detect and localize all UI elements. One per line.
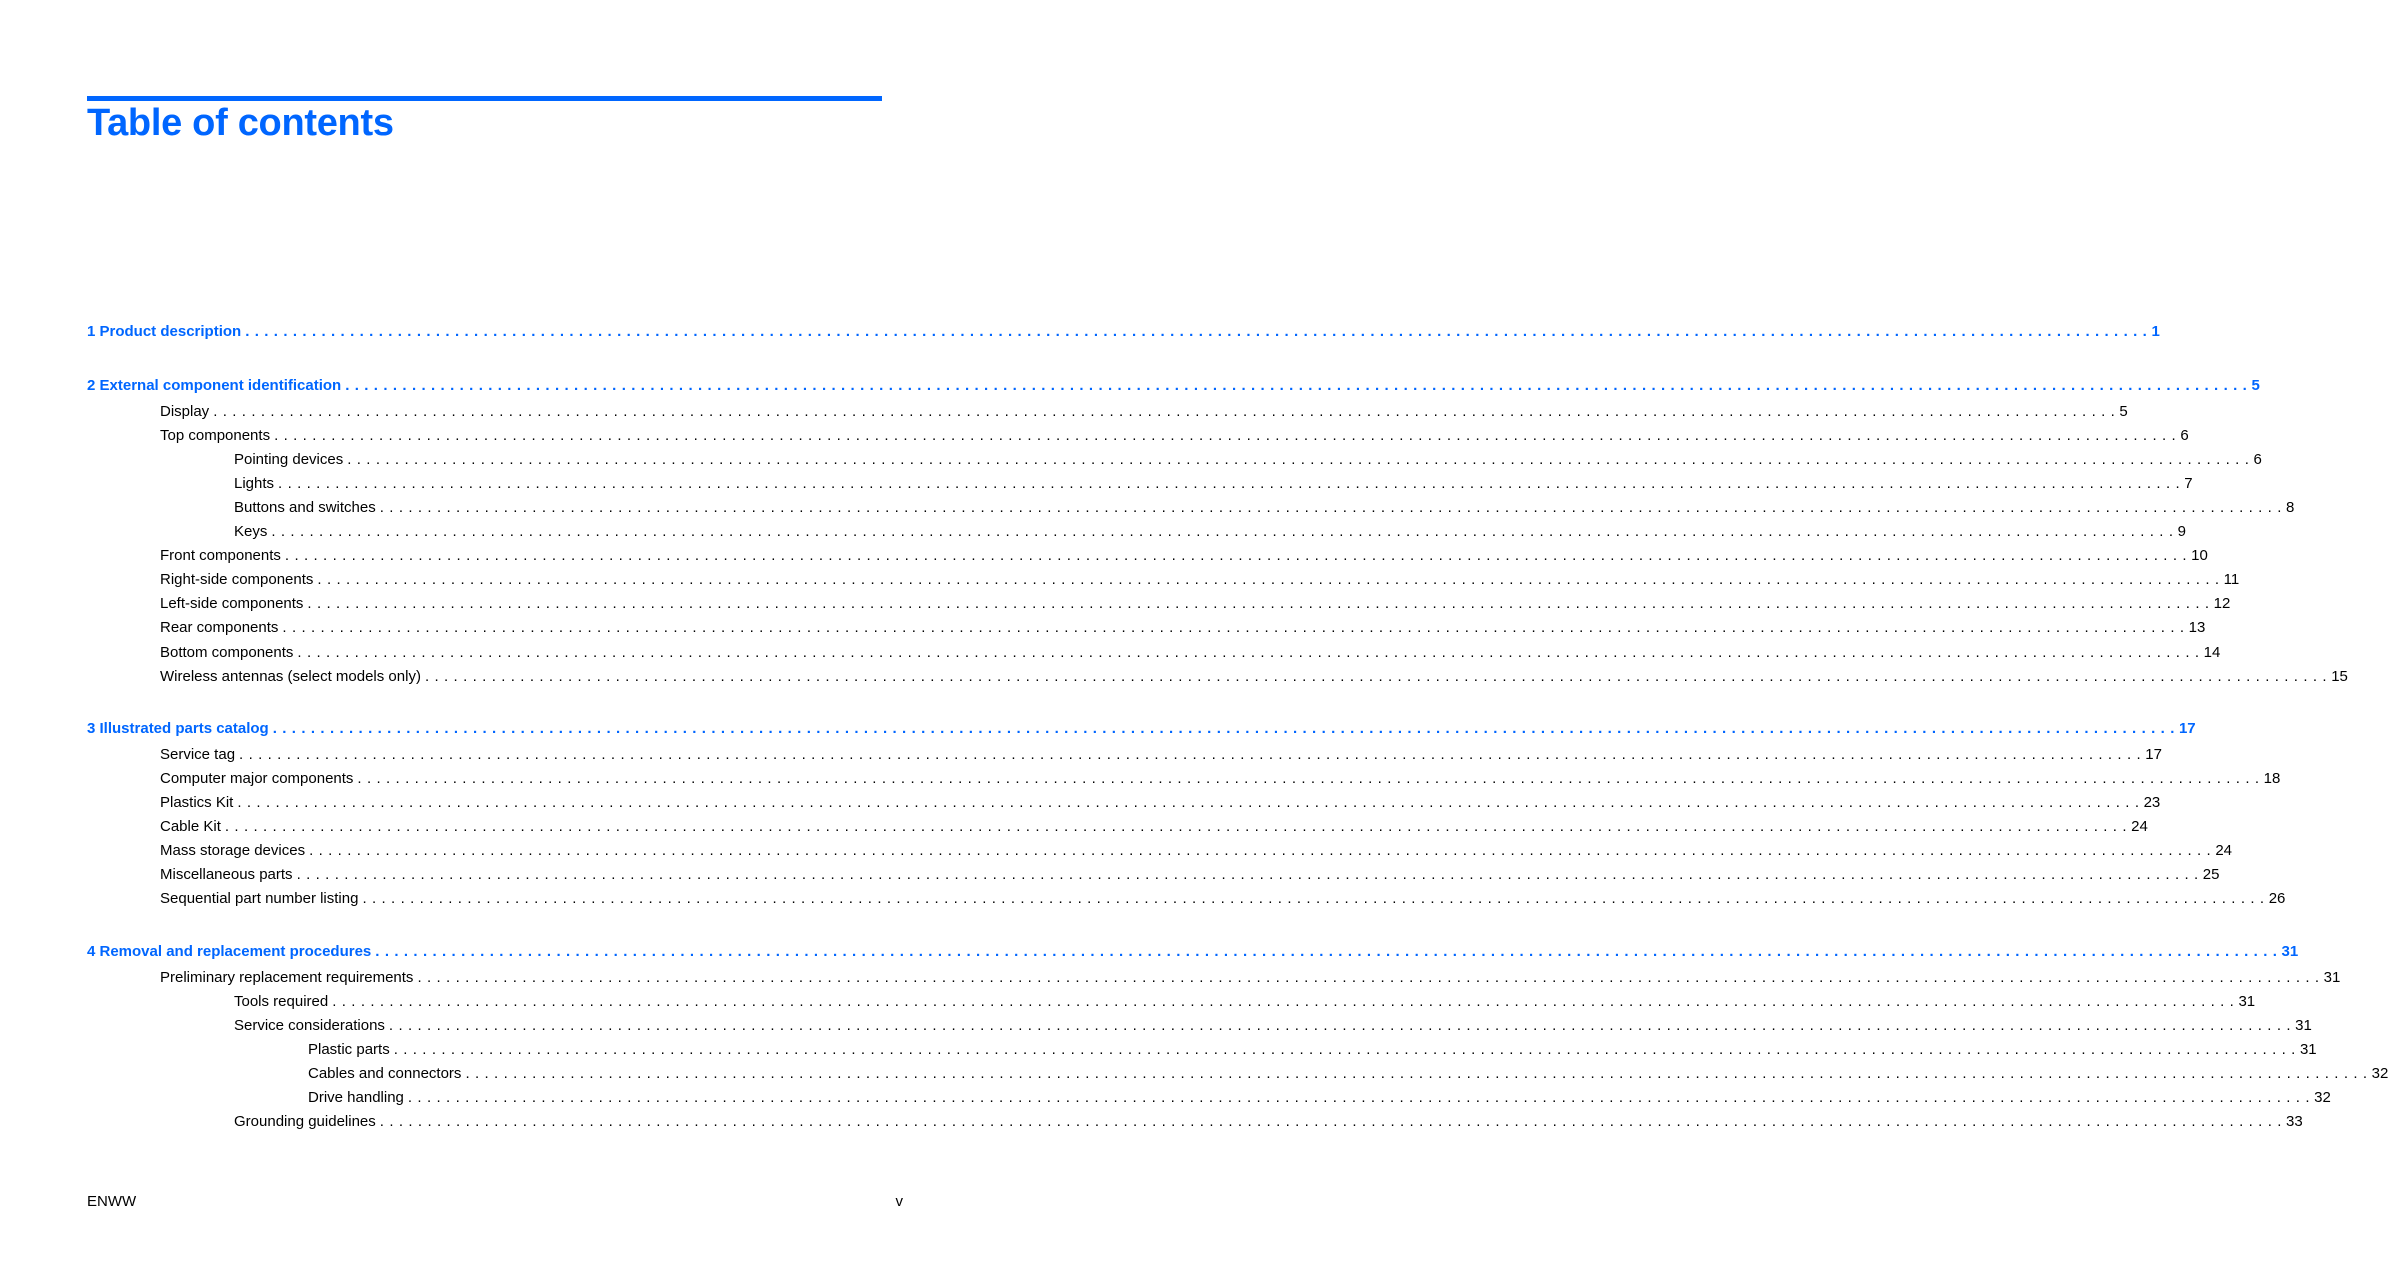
page-title: Table of contents xyxy=(87,102,394,144)
toc-entry-page-number: 31 xyxy=(2299,1041,2317,1058)
toc-entry-title: Sequential part number listing xyxy=(160,890,359,907)
dot-leader: . . . . . . . . . . . . . . . . . . . . . . . . . . . . . . . . . . . . . . . . . . . . . . . . . . . . . . . . . . . . . . . . . . . . . . . . . . . . . . . . . . . . . . . . . . . . . . . . . . . . . . . . . . . . . . . . . . . . . . . . . . . . . . . . . . . . . . . . . . . . . . . . . . . . . . . . . . . . . . . . . . . . . . . . . . . . . . . . . . . . . . . . . . . . . . . . . . . . . . . . xyxy=(357,770,2260,787)
dot-leader: . . . . . . . . . . . . . . . . . . . . . . . . . . . . . . . . . . . . . . . . . . . . . . . . . . . . . . . . . . . . . . . . . . . . . . . . . . . . . . . . . . . . . . . . . . . . . . . . . . . . . . . . . . . . . . . . . . . . . . . . . . . . . . . . . . . . . . . . . . . . . . . . . . . . . . . . . . . . . . . . . . . . . . . . . . . . . . . . . . . . . . . . . . . . . . . . . . . . . . . . xyxy=(274,427,2177,444)
toc-entry-title: Wireless antennas (select models only) xyxy=(160,668,421,685)
footer-page-number: v xyxy=(895,1193,903,1210)
toc-entry-page-number: 24 xyxy=(2131,818,2148,835)
toc-chapter-entry[interactable] xyxy=(87,942,2299,962)
toc-entry-page-number: 18 xyxy=(2263,770,2281,787)
dot-leader: . . . . . . . . . . . . . . . . . . . . . . . . . . . . . . . . . . . . . . . . . . . . . . . . . . . . . . . . . . . . . . . . . . . . . . . . . . . . . . . . . . . . . . . . . . . . . . . . . . . . . . . . . . . . . . . . . . . . . . . . . . . . . . . . . . . . . . . . . . . . . . . . . . . . . . . . . . . . . . . . . . . . . . . . . . . . . . . . . . . . . . . . . . . . . . . . . . . . . . . . xyxy=(309,842,2212,859)
footer-left: ENWW xyxy=(87,1193,137,1210)
toc-section-entry[interactable] xyxy=(160,793,2161,813)
dot-leader: . . . . . . . . . . . . . . . . . . . . . . . . . . . . . . . . . . . . . . . . . . . . . . . . . . . . . . . . . . . . . . . . . . . . . . . . . . . . . . . . . . . . . . . . . . . . . . . . . . . . . . . . . . . . . . . . . . . . . . . . . . . . . . . . . . . . . . . . . . . . . . . . . . . . . . . . . . . . . . . . . . . . . . . . . . . . . . . . . . . . . . . . . . . . . . . . . . . . . . . . xyxy=(379,499,2282,516)
toc-entry-title: Rear components xyxy=(160,619,279,636)
toc-section-entry[interactable] xyxy=(160,643,2221,663)
dot-leader: . . . . . . . . . . . . . . . . . . . . . . . . . . . . . . . . . . . . . . . . . . . . . . . . . . . . . . . . . . . . . . . . . . . . . . . . . . . . . . . . . . . . . . . . . . . . . . . . . . . . . . . . . . . . . . . . . . . . . . . . . . . . . . . . . . . . . . . . . . . . . . . . . . . . . . . . . . . . . . . . . . . . . . . . . . . . . . . . . . . . . . . . . . . . . . . . . . . . . . . . xyxy=(224,818,2128,835)
toc-entry-title: Service considerations xyxy=(234,1017,385,1034)
toc-entry-page-number: 15 xyxy=(2331,668,2348,685)
toc-entry-page-number: 6 xyxy=(2253,451,2262,468)
toc-entry-title: Buttons and switches xyxy=(234,499,376,516)
toc-entry-page-number: 32 xyxy=(2314,1089,2331,1106)
toc-entry-title: Grounding guidelines xyxy=(234,1113,376,1130)
toc-entry-page-number: 31 xyxy=(2323,969,2341,986)
toc-entry-title: 4 Removal and replacement procedures xyxy=(87,943,372,960)
toc-entry-title: Right-side components xyxy=(160,571,314,588)
toc-section-entry[interactable] xyxy=(234,992,2256,1012)
toc-entry-page-number: 26 xyxy=(2268,890,2286,907)
toc-entry-title: 2 External component identification xyxy=(87,377,342,394)
toc-entry-page-number: 31 xyxy=(2295,1017,2312,1034)
toc-entry-page-number: 25 xyxy=(2202,866,2220,883)
dot-leader: . . . . . . . . . . . . . . . . . . . . . . . . . . . . . . . . . . . . . . . . . . . . . . . . . . . . . . . . . . . . . . . . . . . . . . . . . . . . . . . . . . . . . . . . . . . . . . . . . . . . . . . . . . . . . . . . . . . . . . . . . . . . . . . . . . . . . . . . . . . . . . . . . . . . . . . . . . . . . . . . . . . . . . . . . . . . . . . . . . . . . . . . . . . . . . . . . . . . . . . . xyxy=(297,644,2200,661)
toc-entry-title: Cable Kit xyxy=(160,818,221,835)
dot-leader: . . . . . . . . . . . . . . . . . . . . . . . . . . . . . . . . . . . . . . . . . . . . . . . . . . . . . . . . . . . . . . . . . . . . . . . . . . . . . . . . . . . . . . . . . . . . . . . . . . . . . . . . . . . . . . . . . . . . . . . . . . . . . . . . . . . . . . . . . . . . . . . . . . . . . . . . . . . . . . . . . . . . . . . . . . . . . . . . . . . . . . . . . . . . . . . . . . . . . . . . xyxy=(379,1113,2283,1130)
dot-leader: . . . . . . . . . . . . . . . . . . . . . . . . . . . . . . . . . . . . . . . . . . . . . . . . . . . . . . . . . . . . . . . . . . . . . . . . . . . . . . . . . . . . . . . . . . . . . . . . . . . . . . . . . . . . . . . . . . . . . . . . . . . . . . . . . . . . . . . . . . . . . . . . . . . . . . . . . . . . . . . . . . . . . . . . . . . . . . . . . . . . . . . . . . . . . . . . . . . . . . . . xyxy=(272,720,2175,737)
toc-entry-title: Keys xyxy=(234,523,268,540)
dot-leader: . . . . . . . . . . . . . . . . . . . . . . . . . . . . . . . . . . . . . . . . . . . . . . . . . . . . . . . . . . . . . . . . . . . . . . . . . . . . . . . . . . . . . . . . . . . . . . . . . . . . . . . . . . . . . . . . . . . . . . . . . . . . . . . . . . . . . . . . . . . . . . . . . . . . . . . . . . . . . . . . . . . . . . . . . . . . . . . . . . . . . . . . . . . . . . . . . . . . . . . . xyxy=(271,523,2174,540)
toc-entry-title: Front components xyxy=(160,547,281,564)
toc-entry-title: Drive handling xyxy=(308,1089,404,1106)
dot-leader: . . . . . . . . . . . . . . . . . . . . . . . . . . . . . . . . . . . . . . . . . . . . . . . . . . . . . . . . . . . . . . . . . . . . . . . . . . . . . . . . . . . . . . . . . . . . . . . . . . . . . . . . . . . . . . . . . . . . . . . . . . . . . . . . . . . . . . . . . . . . . . . . . . . . . . . . . . . . . . . . . . . . . . . . . . . . . . . . . . . . . . . . . . . . . . . . . . . . . . . . xyxy=(388,1017,2292,1034)
toc-section-entry[interactable] xyxy=(160,667,2348,687)
toc-entry-title: Miscellaneous parts xyxy=(160,866,293,883)
dot-leader: . . . . . . . . . . . . . . . . . . . . . . . . . . . . . . . . . . . . . . . . . . . . . . . . . . . . . . . . . . . . . . . . . . . . . . . . . . . . . . . . . . . . . . . . . . . . . . . . . . . . . . . . . . . . . . . . . . . . . . . . . . . . . . . . . . . . . . . . . . . . . . . . . . . . . . . . . . . . . . . . . . . . . . . . . . . . . . . . . . . . . . . . . . . . . . . . . . . . . . . . xyxy=(213,403,2116,420)
dot-leader: . . . . . . . . . . . . . . . . . . . . . . . . . . . . . . . . . . . . . . . . . . . . . . . . . . . . . . . . . . . . . . . . . . . . . . . . . . . . . . . . . . . . . . . . . . . . . . . . . . . . . . . . . . . . . . . . . . . . . . . . . . . . . . . . . . . . . . . . . . . . . . . . . . . . . . . . . . . . . . . . . . . . . . . . . . . . . . . . . . . . . . . . . . . . . . . . . . . . . . . . xyxy=(282,619,2185,636)
dot-leader: . . . . . . . . . . . . . . . . . . . . . . . . . . . . . . . . . . . . . . . . . . . . . . . . . . . . . . . . . . . . . . . . . . . . . . . . . . . . . . . . . . . . . . . . . . . . . . . . . . . . . . . . . . . . . . . . . . . . . . . . . . . . . . . . . . . . . . . . . . . . . . . . . . . . . . . . . . . . . . . . . . . . . . . . . . . . . . . . . . . . . . . . . . . . . . . . . . . . . . . . xyxy=(284,547,2188,564)
toc-entry-page-number: 31 xyxy=(2281,943,2299,960)
toc-entry-page-number: 31 xyxy=(2238,993,2256,1010)
dot-leader: . . . . . . . . . . . . . . . . . . . . . . . . . . . . . . . . . . . . . . . . . . . . . . . . . . . . . . . . . . . . . . . . . . . . . . . . . . . . . . . . . . . . . . . . . . . . . . . . . . . . . . . . . . . . . . . . . . . . . . . . . . . . . . . . . . . . . . . . . . . . . . . . . . . . . . . . . . . . . . . . . . . . . . . . . . . . . . . . . . . . . . . . . . . . . . . . . . . . . . . . xyxy=(375,943,2278,960)
toc-entry-title: Service tag xyxy=(160,746,236,763)
toc-section-entry[interactable] xyxy=(160,402,2128,422)
toc-entry-page-number: 1 xyxy=(2151,323,2160,340)
toc-section-entry[interactable] xyxy=(160,817,2148,837)
toc-entry-page-number: 12 xyxy=(2213,595,2231,612)
toc-entry-page-number: 17 xyxy=(2178,720,2196,737)
toc-chapter-entry[interactable] xyxy=(87,719,2196,739)
toc-entry-title: Mass storage devices xyxy=(160,842,306,859)
toc-section-entry[interactable] xyxy=(160,618,2206,638)
toc-entry-page-number: 33 xyxy=(2286,1113,2303,1130)
toc-entry-title: 1 Product description xyxy=(87,323,242,340)
dot-leader: . . . . . . . . . . . . . . . . . . . . . . . . . . . . . . . . . . . . . . . . . . . . . . . . . . . . . . . . . . . . . . . . . . . . . . . . . . . . . . . . . . . . . . . . . . . . . . . . . . . . . . . . . . . . . . . . . . . . . . . . . . . . . . . . . . . . . . . . . . . . . . . . . . . . . . . . . . . . . . . . . . . . . . . . . . . . . . . . . . . . . . . . . . . . . . . . . . . . . . . . xyxy=(296,866,2199,883)
toc-section-entry[interactable] xyxy=(160,426,2189,446)
toc-entry-title: Tools required xyxy=(234,993,329,1010)
toc-section-entry[interactable] xyxy=(308,1040,2317,1060)
toc-entry-title: Computer major components xyxy=(160,770,354,787)
dot-leader: . . . . . . . . . . . . . . . . . . . . . . . . . . . . . . . . . . . . . . . . . . . . . . . . . . . . . . . . . . . . . . . . . . . . . . . . . . . . . . . . . . . . . . . . . . . . . . . . . . . . . . . . . . . . . . . . . . . . . . . . . . . . . . . . . . . . . . . . . . . . . . . . . . . . . . . . . . . . . . . . . . . . . . . . . . . . . . . . . . . . . . . . . . . . . . . . . . . . . . . . xyxy=(245,323,2148,340)
toc-entry-page-number: 6 xyxy=(2180,427,2189,444)
toc-entry-title: Plastics Kit xyxy=(160,794,234,811)
dot-leader: . . . . . . . . . . . . . . . . . . . . . . . . . . . . . . . . . . . . . . . . . . . . . . . . . . . . . . . . . . . . . . . . . . . . . . . . . . . . . . . . . . . . . . . . . . . . . . . . . . . . . . . . . . . . . . . . . . . . . . . . . . . . . . . . . . . . . . . . . . . . . . . . . . . . . . . . . . . . . . . . . . . . . . . . . . . . . . . . . . . . . . . . . . . . . . . . . . . . . . . . xyxy=(345,377,2248,394)
toc-section-entry[interactable] xyxy=(160,968,2341,988)
dot-leader: . . . . . . . . . . . . . . . . . . . . . . . . . . . . . . . . . . . . . . . . . . . . . . . . . . . . . . . . . . . . . . . . . . . . . . . . . . . . . . . . . . . . . . . . . . . . . . . . . . . . . . . . . . . . . . . . . . . . . . . . . . . . . . . . . . . . . . . . . . . . . . . . . . . . . . . . . . . . . . . . . . . . . . . . . . . . . . . . . . . . . . . . . . . . . . . . . . . . . . . . xyxy=(307,595,2210,612)
toc-chapter-entry[interactable] xyxy=(87,376,2260,396)
toc-entry-title: 3 Illustrated parts catalog xyxy=(87,720,269,737)
toc-section-entry[interactable] xyxy=(234,474,2193,494)
toc-entry-page-number: 7 xyxy=(2184,475,2193,492)
toc-entry-page-number: 5 xyxy=(2251,377,2260,394)
toc-entry-page-number: 17 xyxy=(2145,746,2162,763)
toc-entry-page-number: 13 xyxy=(2188,619,2206,636)
dot-leader: . . . . . . . . . . . . . . . . . . . . . . . . . . . . . . . . . . . . . . . . . . . . . . . . . . . . . . . . . . . . . . . . . . . . . . . . . . . . . . . . . . . . . . . . . . . . . . . . . . . . . . . . . . . . . . . . . . . . . . . . . . . . . . . . . . . . . . . . . . . . . . . . . . . . . . . . . . . . . . . . . . . . . . . . . . . . . . . . . . . . . . . . . . . . . . . . . . . . . . . . xyxy=(417,969,2320,986)
toc-entry-title: Plastic parts xyxy=(308,1041,390,1058)
toc-entry-page-number: 9 xyxy=(2177,523,2186,540)
toc-section-entry[interactable] xyxy=(160,865,2220,885)
toc-entry-title: Display xyxy=(160,403,210,420)
toc-section-entry[interactable] xyxy=(234,450,2262,470)
toc-entry-title: Pointing devices xyxy=(234,451,344,468)
toc-section-entry[interactable] xyxy=(234,1112,2303,1132)
toc-entry-page-number: 5 xyxy=(2119,403,2128,420)
toc-section-entry[interactable] xyxy=(160,769,2281,789)
dot-leader: . . . . . . . . . . . . . . . . . . . . . . . . . . . . . . . . . . . . . . . . . . . . . . . . . . . . . . . . . . . . . . . . . . . . . . . . . . . . . . . . . . . . . . . . . . . . . . . . . . . . . . . . . . . . . . . . . . . . . . . . . . . . . . . . . . . . . . . . . . . . . . . . . . . . . . . . . . . . . . . . . . . . . . . . . . . . . . . . . . . . . . . . . . . . . . . . . . . . . . . . xyxy=(332,993,2235,1010)
toc-section-entry[interactable] xyxy=(234,498,2295,518)
toc-entry-page-number: 23 xyxy=(2143,794,2161,811)
dot-leader: . . . . . . . . . . . . . . . . . . . . . . . . . . . . . . . . . . . . . . . . . . . . . . . . . . . . . . . . . . . . . . . . . . . . . . . . . . . . . . . . . . . . . . . . . . . . . . . . . . . . . . . . . . . . . . . . . . . . . . . . . . . . . . . . . . . . . . . . . . . . . . . . . . . . . . . . . . . . . . . . . . . . . . . . . . . . . . . . . . . . . . . . . . . . . . . . . . . . . . . . xyxy=(465,1065,2368,1082)
dot-leader: . . . . . . . . . . . . . . . . . . . . . . . . . . . . . . . . . . . . . . . . . . . . . . . . . . . . . . . . . . . . . . . . . . . . . . . . . . . . . . . . . . . . . . . . . . . . . . . . . . . . . . . . . . . . . . . . . . . . . . . . . . . . . . . . . . . . . . . . . . . . . . . . . . . . . . . . . . . . . . . . . . . . . . . . . . . . . . . . . . . . . . . . . . . . . . . . . . . . . . . . xyxy=(424,668,2328,685)
toc-section-entry[interactable] xyxy=(160,570,2240,590)
dot-leader: . . . . . . . . . . . . . . . . . . . . . . . . . . . . . . . . . . . . . . . . . . . . . . . . . . . . . . . . . . . . . . . . . . . . . . . . . . . . . . . . . . . . . . . . . . . . . . . . . . . . . . . . . . . . . . . . . . . . . . . . . . . . . . . . . . . . . . . . . . . . . . . . . . . . . . . . . . . . . . . . . . . . . . . . . . . . . . . . . . . . . . . . . . . . . . . . . . . . . . . . xyxy=(317,571,2220,588)
toc-section-entry[interactable] xyxy=(308,1064,2388,1084)
toc-entry-page-number: 14 xyxy=(2203,644,2221,661)
toc-entry-title: Top components xyxy=(160,427,271,444)
toc-entry-page-number: 32 xyxy=(2371,1065,2388,1082)
toc-section-entry[interactable] xyxy=(160,594,2231,614)
toc-entry-title: Left-side components xyxy=(160,595,304,612)
toc-chapter-entry[interactable] xyxy=(87,322,2160,342)
dot-leader: . . . . . . . . . . . . . . . . . . . . . . . . . . . . . . . . . . . . . . . . . . . . . . . . . . . . . . . . . . . . . . . . . . . . . . . . . . . . . . . . . . . . . . . . . . . . . . . . . . . . . . . . . . . . . . . . . . . . . . . . . . . . . . . . . . . . . . . . . . . . . . . . . . . . . . . . . . . . . . . . . . . . . . . . . . . . . . . . . . . . . . . . . . . . . . . . . . . . . . . . xyxy=(407,1089,2311,1106)
toc-entry-title: Cables and connectors xyxy=(308,1065,462,1082)
dot-leader: . . . . . . . . . . . . . . . . . . . . . . . . . . . . . . . . . . . . . . . . . . . . . . . . . . . . . . . . . . . . . . . . . . . . . . . . . . . . . . . . . . . . . . . . . . . . . . . . . . . . . . . . . . . . . . . . . . . . . . . . . . . . . . . . . . . . . . . . . . . . . . . . . . . . . . . . . . . . . . . . . . . . . . . . . . . . . . . . . . . . . . . . . . . . . . . . . . . . . . . . xyxy=(362,890,2265,907)
toc-section-entry[interactable] xyxy=(160,889,2286,909)
toc-section-entry[interactable] xyxy=(234,522,2186,542)
dot-leader: . . . . . . . . . . . . . . . . . . . . . . . . . . . . . . . . . . . . . . . . . . . . . . . . . . . . . . . . . . . . . . . . . . . . . . . . . . . . . . . . . . . . . . . . . . . . . . . . . . . . . . . . . . . . . . . . . . . . . . . . . . . . . . . . . . . . . . . . . . . . . . . . . . . . . . . . . . . . . . . . . . . . . . . . . . . . . . . . . . . . . . . . . . . . . . . . . . . . . . . . xyxy=(393,1041,2296,1058)
toc-section-entry[interactable] xyxy=(234,1016,2312,1036)
toc-section-entry[interactable] xyxy=(160,841,2232,861)
toc-section-entry[interactable] xyxy=(160,546,2208,566)
toc-section-entry[interactable] xyxy=(308,1088,2331,1108)
dot-leader: . . . . . . . . . . . . . . . . . . . . . . . . . . . . . . . . . . . . . . . . . . . . . . . . . . . . . . . . . . . . . . . . . . . . . . . . . . . . . . . . . . . . . . . . . . . . . . . . . . . . . . . . . . . . . . . . . . . . . . . . . . . . . . . . . . . . . . . . . . . . . . . . . . . . . . . . . . . . . . . . . . . . . . . . . . . . . . . . . . . . . . . . . . . . . . . . . . . . . . . . xyxy=(239,746,2142,763)
toc-section-entry[interactable] xyxy=(160,745,2162,765)
toc-entry-title: Bottom components xyxy=(160,644,294,661)
toc-entry-title: Lights xyxy=(234,475,275,492)
dot-leader: . . . . . . . . . . . . . . . . . . . . . . . . . . . . . . . . . . . . . . . . . . . . . . . . . . . . . . . . . . . . . . . . . . . . . . . . . . . . . . . . . . . . . . . . . . . . . . . . . . . . . . . . . . . . . . . . . . . . . . . . . . . . . . . . . . . . . . . . . . . . . . . . . . . . . . . . . . . . . . . . . . . . . . . . . . . . . . . . . . . . . . . . . . . . . . . . . . . . . . . . xyxy=(278,475,2181,492)
toc-entry-title: Preliminary replacement requirements xyxy=(160,969,414,986)
toc-entry-page-number: 11 xyxy=(2223,571,2240,588)
dot-leader: . . . . . . . . . . . . . . . . . . . . . . . . . . . . . . . . . . . . . . . . . . . . . . . . . . . . . . . . . . . . . . . . . . . . . . . . . . . . . . . . . . . . . . . . . . . . . . . . . . . . . . . . . . . . . . . . . . . . . . . . . . . . . . . . . . . . . . . . . . . . . . . . . . . . . . . . . . . . . . . . . . . . . . . . . . . . . . . . . . . . . . . . . . . . . . . . . . . . . . . . xyxy=(237,794,2140,811)
toc-entry-page-number: 10 xyxy=(2191,547,2208,564)
toc-entry-page-number: 8 xyxy=(2285,499,2295,516)
toc-entry-page-number: 24 xyxy=(2215,842,2232,859)
dot-leader: . . . . . . . . . . . . . . . . . . . . . . . . . . . . . . . . . . . . . . . . . . . . . . . . . . . . . . . . . . . . . . . . . . . . . . . . . . . . . . . . . . . . . . . . . . . . . . . . . . . . . . . . . . . . . . . . . . . . . . . . . . . . . . . . . . . . . . . . . . . . . . . . . . . . . . . . . . . . . . . . . . . . . . . . . . . . . . . . . . . . . . . . . . . . . . . . . . . . . . . . xyxy=(347,451,2250,468)
